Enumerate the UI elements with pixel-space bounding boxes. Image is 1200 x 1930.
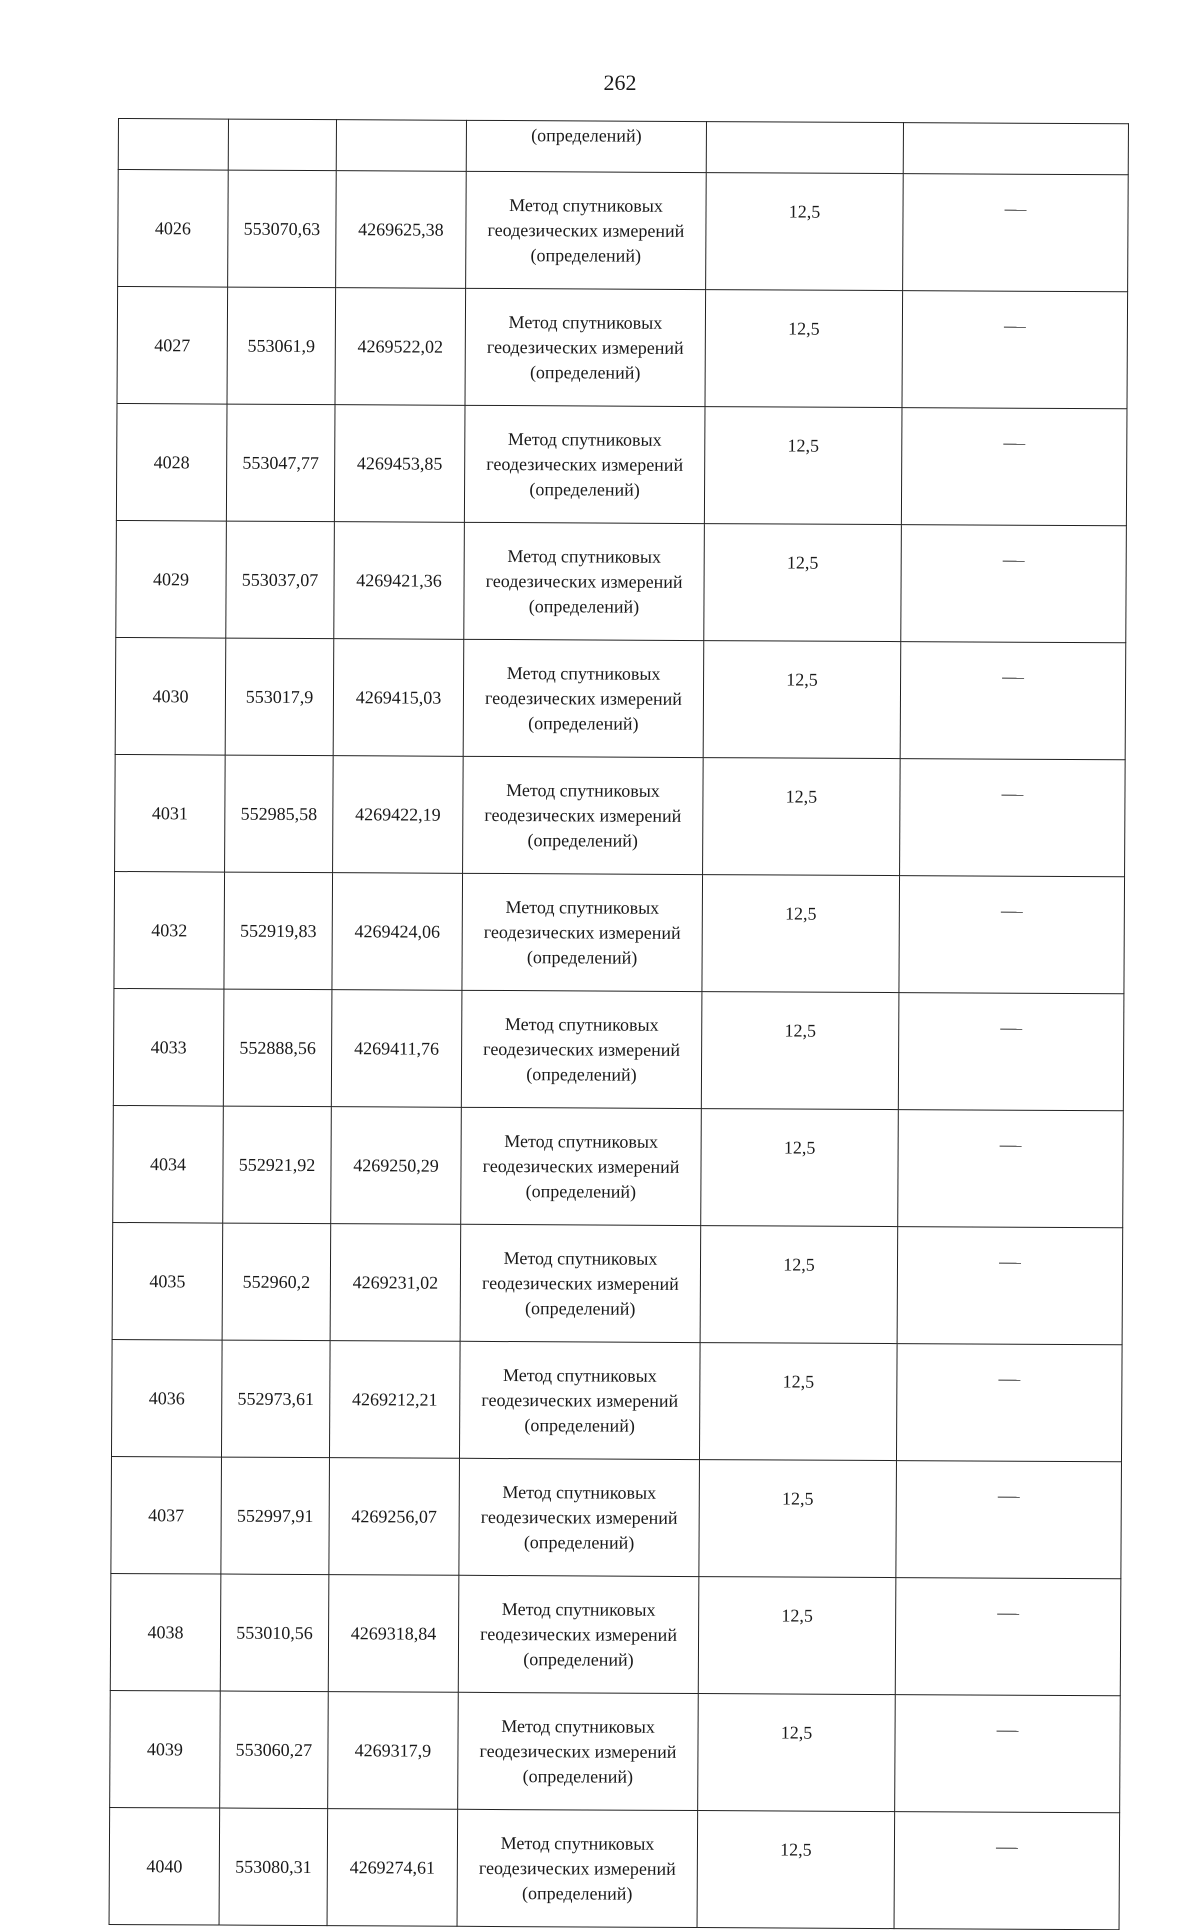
cell-description bbox=[895, 1578, 1121, 1696]
table-row bbox=[117, 287, 1128, 409]
cell-x: 552985,58 bbox=[225, 755, 334, 873]
method-line: Метод спутниковых bbox=[501, 1598, 656, 1620]
cell-method bbox=[459, 1341, 700, 1459]
method-line: Метод спутниковых bbox=[505, 896, 660, 918]
method-line: геодезических измерений bbox=[482, 1155, 680, 1177]
cell-method bbox=[458, 1692, 699, 1810]
cell-accuracy: 12,5 bbox=[701, 992, 899, 1110]
table-row bbox=[112, 1222, 1123, 1344]
cell-y bbox=[336, 120, 466, 172]
cell-y: 4269231,02 bbox=[330, 1224, 461, 1342]
cell-method bbox=[463, 639, 704, 757]
method-line: геодезических измерений bbox=[484, 687, 682, 709]
cell-method bbox=[457, 1809, 698, 1927]
cell-accuracy: 12,5 bbox=[704, 407, 902, 525]
table-body bbox=[109, 119, 1128, 1930]
continued-row bbox=[118, 119, 1128, 175]
cell-accuracy: 12,5 bbox=[700, 1226, 898, 1344]
cell-num: 4026 bbox=[118, 170, 229, 288]
cell-y: 4269250,29 bbox=[331, 1107, 462, 1225]
cell-y: 4269256,07 bbox=[329, 1458, 460, 1576]
cell-num bbox=[118, 119, 228, 171]
cell-num: 4036 bbox=[111, 1339, 222, 1457]
table-row bbox=[115, 637, 1126, 759]
cell-y: 4269318,84 bbox=[328, 1575, 459, 1693]
cell-description bbox=[901, 525, 1127, 643]
cell-num: 4035 bbox=[112, 1222, 223, 1340]
cell-y: 4269422,19 bbox=[333, 756, 464, 874]
cell-accuracy: 12,5 bbox=[699, 1343, 897, 1461]
cell-method bbox=[463, 756, 704, 874]
cell-x bbox=[228, 119, 336, 171]
dash-mark bbox=[998, 1497, 1020, 1498]
method-line: (определений) bbox=[525, 1180, 637, 1202]
dash-mark bbox=[1003, 444, 1025, 445]
cell-num: 4027 bbox=[117, 287, 228, 405]
cell-y: 4269317,9 bbox=[328, 1692, 459, 1810]
method-line: геодезических измерений bbox=[483, 1038, 681, 1060]
page-number: 262 bbox=[603, 70, 637, 95]
cell-description bbox=[894, 1812, 1120, 1930]
method-line: Метод спутниковых bbox=[503, 1364, 657, 1386]
cell-description bbox=[900, 642, 1126, 760]
cell-method bbox=[460, 1224, 701, 1342]
cell-method bbox=[461, 1107, 702, 1225]
method-line: геодезических измерений bbox=[486, 336, 684, 358]
cell-y: 4269421,36 bbox=[334, 522, 465, 640]
method-line: Метод спутниковых bbox=[506, 662, 661, 684]
table-row bbox=[110, 1573, 1121, 1695]
cell-accuracy: 12,5 bbox=[705, 290, 903, 408]
method-line: геодезических измерений bbox=[480, 1506, 678, 1528]
cell-num: 4034 bbox=[113, 1105, 224, 1223]
cell-num: 4038 bbox=[110, 1573, 221, 1691]
method-line: (определений) bbox=[529, 361, 641, 383]
method-line: (определений) bbox=[523, 1648, 634, 1670]
method-line: Метод спутниковых bbox=[506, 779, 660, 801]
method-line: геодезических измерений bbox=[481, 1272, 679, 1294]
method-line: (определений) bbox=[528, 712, 639, 734]
table-row bbox=[111, 1339, 1122, 1461]
cell-y: 4269274,61 bbox=[327, 1809, 458, 1927]
cell-num: 4040 bbox=[109, 1807, 220, 1925]
cell-method bbox=[462, 873, 703, 991]
cell-y: 4269453,85 bbox=[334, 405, 465, 523]
cell-x: 552973,61 bbox=[221, 1340, 330, 1458]
dash-mark bbox=[1001, 912, 1023, 913]
cell-description bbox=[898, 993, 1124, 1111]
table-row bbox=[114, 871, 1125, 993]
cell-accuracy: 12,5 bbox=[698, 1694, 896, 1812]
method-line: геодезических измерений bbox=[486, 453, 684, 475]
method-line: Метод спутниковых bbox=[503, 1247, 658, 1269]
method-line: (определений) bbox=[526, 1063, 637, 1085]
dash-mark bbox=[1000, 1146, 1022, 1147]
method-line: Метод спутниковых bbox=[504, 1130, 659, 1152]
method-line: геодезических измерений bbox=[479, 1740, 677, 1762]
cell-x: 553010,56 bbox=[220, 1574, 329, 1692]
cell-num: 4032 bbox=[114, 871, 225, 989]
method-line: Метод спутниковых bbox=[507, 545, 662, 567]
dash-mark bbox=[996, 1848, 1018, 1849]
cell-description bbox=[903, 123, 1128, 175]
cell-y: 4269625,38 bbox=[336, 171, 467, 289]
method-line: (определений) bbox=[524, 1414, 635, 1436]
dash-mark bbox=[1001, 795, 1023, 796]
cell-description bbox=[901, 408, 1127, 526]
method-line: геодезических измерений bbox=[487, 219, 685, 241]
cell-x: 553047,77 bbox=[226, 404, 335, 522]
cell-method bbox=[464, 522, 705, 640]
cell-x: 552919,83 bbox=[224, 872, 333, 990]
cell-accuracy: 12,5 bbox=[701, 1109, 899, 1227]
table-row bbox=[113, 1105, 1124, 1227]
method-line: (определений) bbox=[522, 1765, 634, 1787]
cell-y: 4269212,21 bbox=[329, 1341, 460, 1459]
method-line: Метод спутниковых bbox=[501, 1715, 655, 1737]
cell-x: 553080,31 bbox=[219, 1808, 328, 1926]
table-row bbox=[110, 1690, 1121, 1812]
cell-x: 552921,92 bbox=[223, 1106, 332, 1224]
cell-accuracy: 12,5 bbox=[706, 173, 904, 291]
table-row bbox=[115, 754, 1126, 876]
method-line: Метод спутниковых bbox=[500, 1832, 655, 1854]
cell-y: 4269424,06 bbox=[332, 873, 463, 991]
method-line: геодезических измерений bbox=[484, 804, 682, 826]
cell-num: 4039 bbox=[110, 1690, 221, 1808]
cell-y: 4269411,76 bbox=[331, 990, 462, 1108]
method-line: геодезических измерений bbox=[481, 1389, 679, 1411]
cell-description bbox=[895, 1695, 1121, 1813]
cell-accuracy bbox=[706, 122, 903, 174]
method-line: Метод спутниковых bbox=[508, 311, 663, 333]
cell-x: 553060,27 bbox=[220, 1691, 329, 1809]
cell-method bbox=[464, 405, 705, 523]
method-line: (определений) bbox=[525, 1297, 636, 1319]
method-line: (определений) bbox=[528, 595, 640, 617]
cell-num: 4030 bbox=[115, 637, 226, 755]
method-line: Метод спутниковых bbox=[502, 1481, 657, 1503]
method-line: (определений) bbox=[523, 1531, 635, 1553]
method-line: (определений) bbox=[527, 829, 638, 851]
dash-mark bbox=[1002, 678, 1024, 679]
cell-x: 552960,2 bbox=[222, 1223, 331, 1341]
cell-description bbox=[903, 174, 1129, 292]
cell-description bbox=[896, 1461, 1122, 1579]
method-line: (определений) bbox=[529, 478, 640, 500]
coordinates-table-sheet bbox=[109, 118, 1128, 1930]
cell-num: 4029 bbox=[116, 520, 227, 638]
method-line: (определений) bbox=[526, 946, 638, 968]
cell-description bbox=[902, 291, 1128, 409]
cell-num: 4028 bbox=[116, 403, 227, 521]
dash-mark bbox=[1005, 210, 1027, 211]
method-line: Метод спутниковых bbox=[509, 194, 663, 216]
method-line: геодезических измерений bbox=[478, 1857, 676, 1879]
cell-y: 4269522,02 bbox=[335, 288, 466, 406]
cell-x: 553037,07 bbox=[226, 521, 335, 639]
method-line: (определений) bbox=[521, 1882, 633, 1904]
table-row bbox=[116, 403, 1127, 525]
cell-method bbox=[459, 1458, 700, 1576]
cell-description bbox=[900, 759, 1126, 877]
cell-accuracy: 12,5 bbox=[697, 1811, 895, 1929]
cell-x: 553061,9 bbox=[227, 287, 336, 405]
cell-accuracy: 12,5 bbox=[703, 758, 901, 876]
coordinates-table bbox=[109, 118, 1129, 1930]
dash-mark bbox=[997, 1614, 1019, 1615]
cell-method bbox=[461, 990, 702, 1108]
cell-accuracy: 12,5 bbox=[704, 524, 902, 642]
table-row bbox=[111, 1456, 1122, 1578]
cell-description bbox=[899, 876, 1125, 994]
dash-mark bbox=[997, 1731, 1019, 1732]
table-row bbox=[116, 520, 1127, 642]
dash-mark bbox=[1003, 561, 1025, 562]
method-line: геодезических измерений bbox=[480, 1623, 678, 1645]
method-line: геодезических измерений bbox=[485, 570, 683, 592]
cell-num: 4031 bbox=[115, 754, 226, 872]
cell-method: (определений) bbox=[466, 120, 706, 172]
dash-mark bbox=[998, 1380, 1020, 1381]
method-line: (определений) bbox=[530, 244, 642, 266]
cell-description bbox=[897, 1227, 1123, 1345]
cell-description bbox=[898, 1110, 1124, 1228]
table-row bbox=[109, 1807, 1120, 1929]
cell-accuracy: 12,5 bbox=[703, 641, 901, 759]
method-line: Метод спутниковых bbox=[504, 1013, 659, 1035]
cell-accuracy: 12,5 bbox=[699, 1460, 897, 1578]
cell-x: 553017,9 bbox=[225, 638, 334, 756]
dash-mark bbox=[999, 1263, 1021, 1264]
table-row bbox=[113, 988, 1124, 1110]
cell-y: 4269415,03 bbox=[333, 639, 464, 757]
cell-method bbox=[466, 171, 707, 289]
cell-x: 552997,91 bbox=[221, 1457, 330, 1575]
cell-x: 553070,63 bbox=[228, 170, 337, 288]
table-row bbox=[118, 170, 1129, 292]
dash-mark bbox=[1004, 327, 1026, 328]
cell-method bbox=[458, 1575, 699, 1693]
cell-accuracy: 12,5 bbox=[698, 1577, 896, 1695]
cell-description bbox=[896, 1344, 1122, 1462]
cell-method bbox=[465, 288, 706, 406]
cell-x: 552888,56 bbox=[223, 989, 332, 1107]
cell-num: 4033 bbox=[113, 988, 224, 1106]
method-line: геодезических измерений bbox=[483, 921, 681, 943]
dash-mark bbox=[1000, 1029, 1022, 1030]
cell-accuracy: 12,5 bbox=[702, 875, 900, 993]
method-line: Метод спутниковых bbox=[507, 428, 662, 450]
cell-num: 4037 bbox=[111, 1456, 222, 1574]
